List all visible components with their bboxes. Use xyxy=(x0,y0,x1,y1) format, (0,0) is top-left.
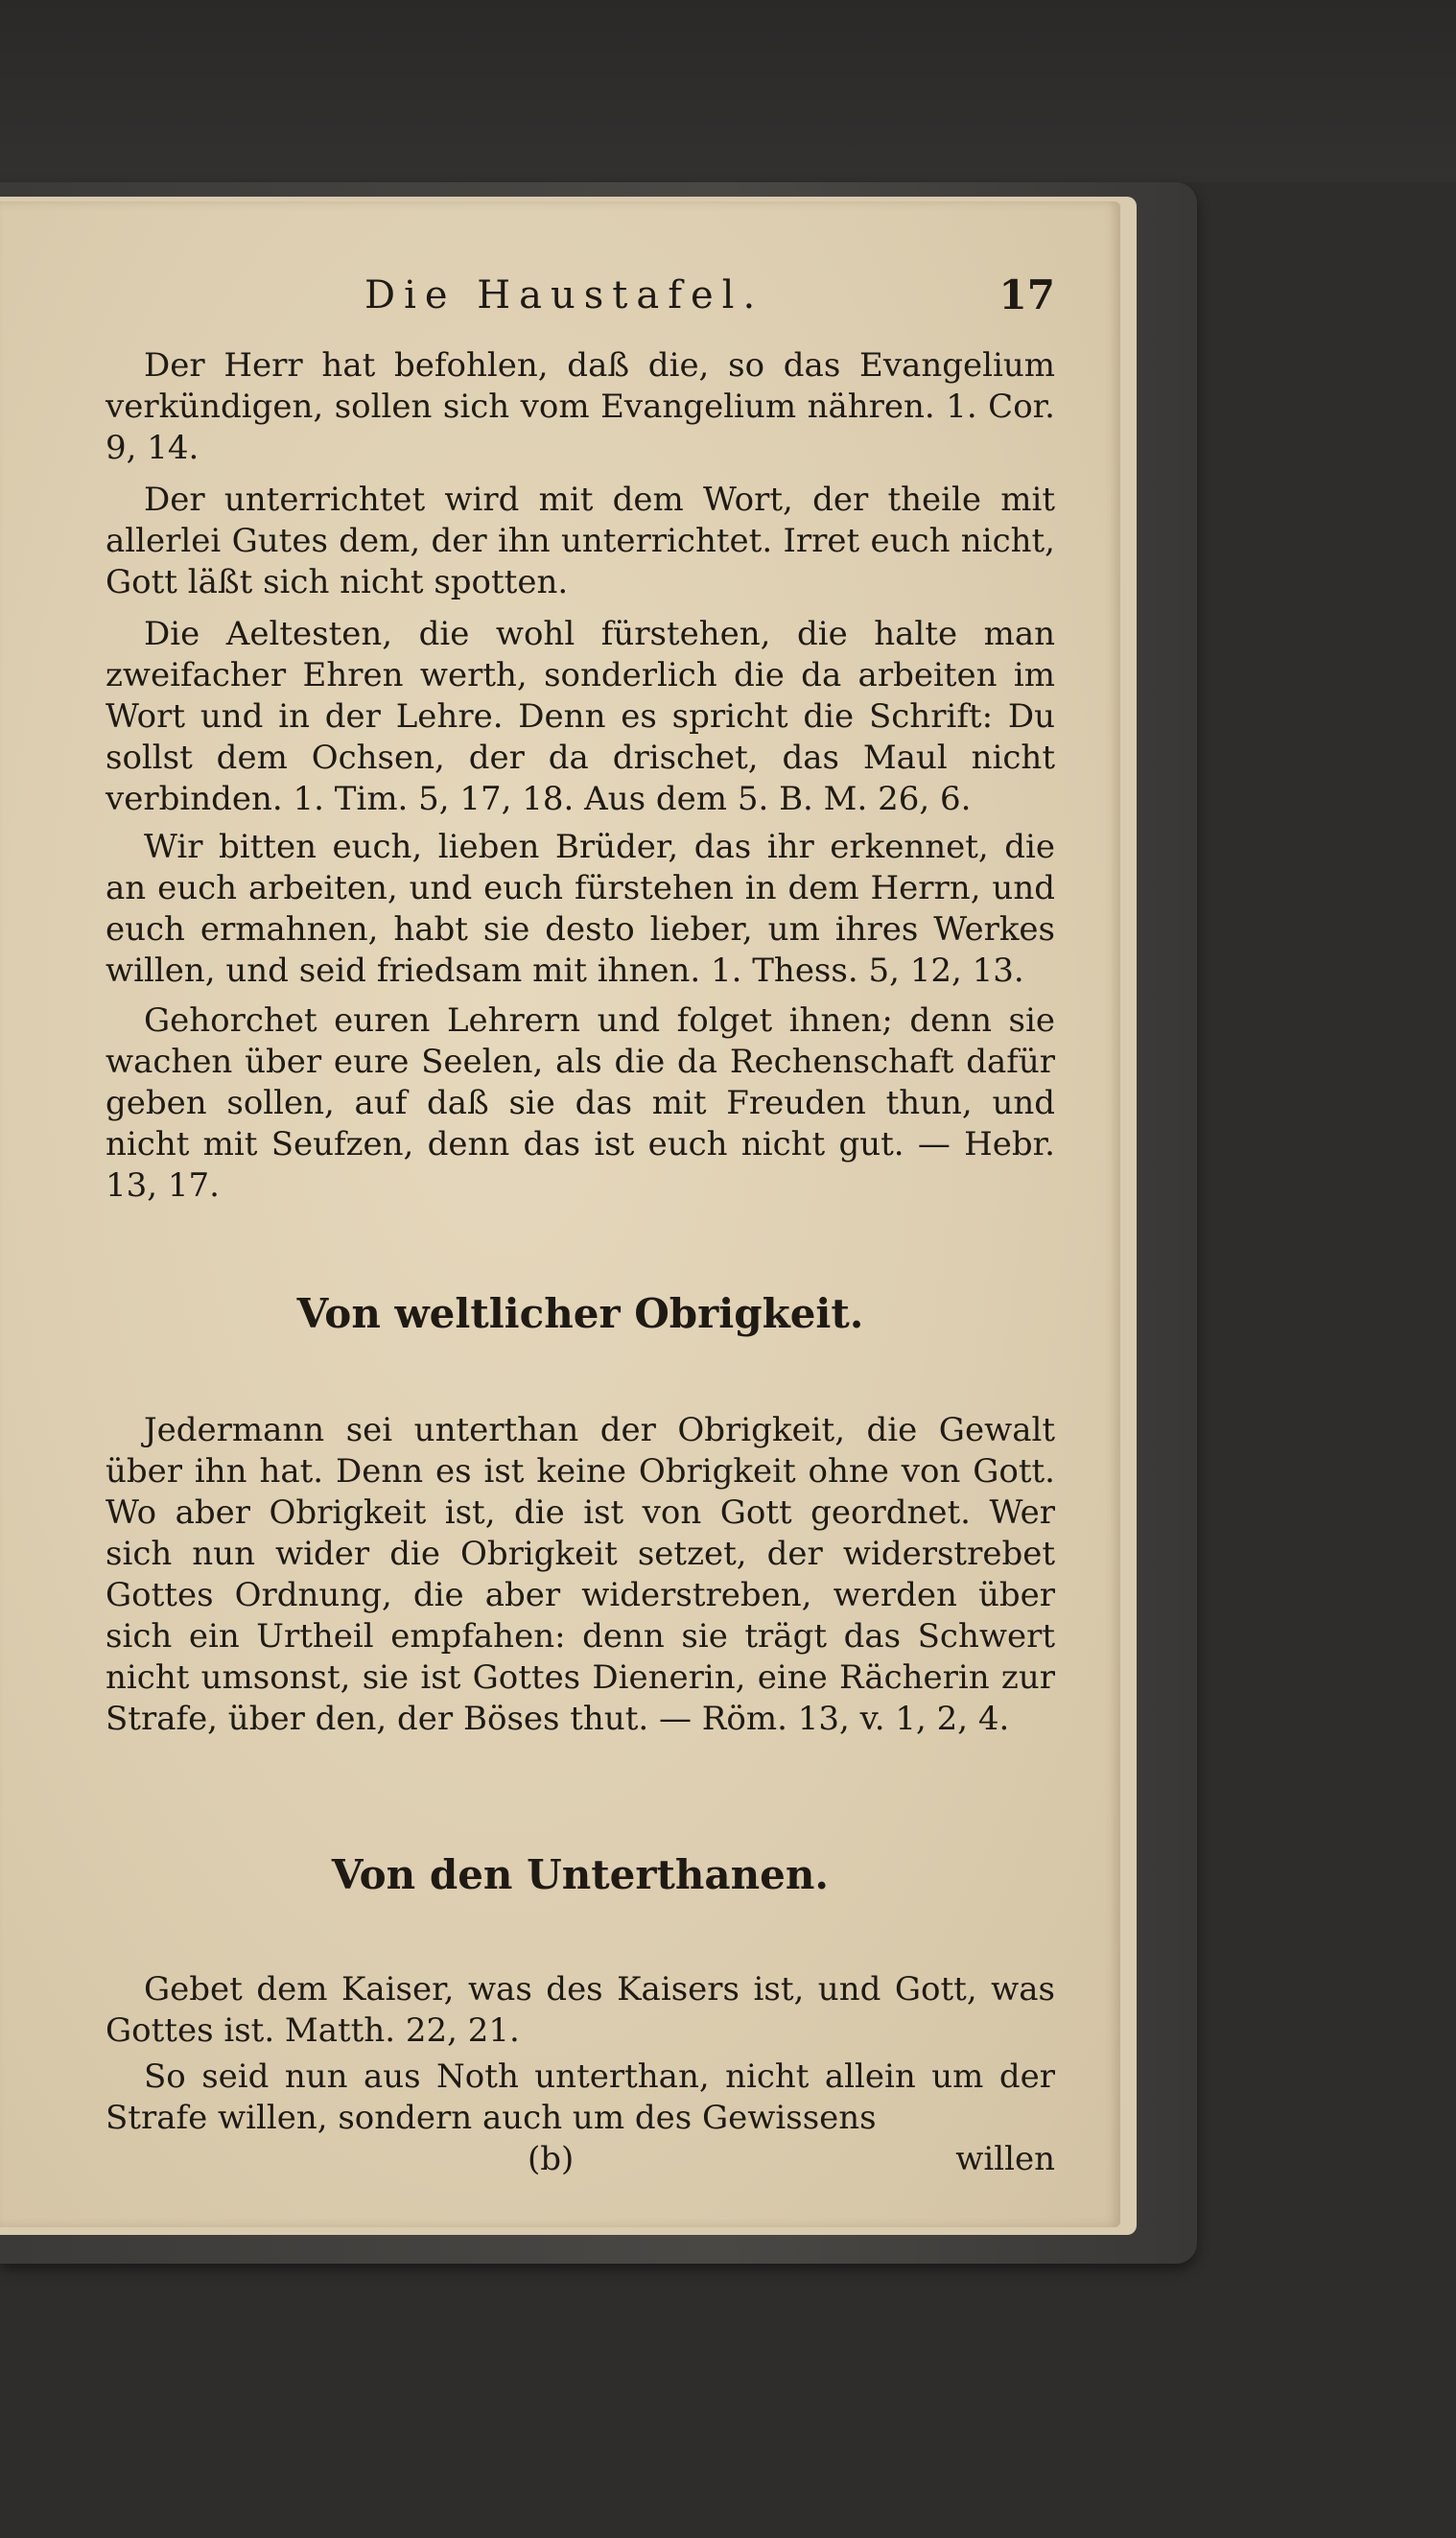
paragraph-4: Wir bitten euch, lieben Brüder, das ihr erkennet, die an euch arbeiten, und euch fürstehen in dem Herrn, und euch ermahnen, habt sie desto lieber, um ihres Werkes willen, und seid friedsam mit ihnen. 1. Thess. 5, 12, 13. xyxy=(106,828,1055,990)
section-heading-obrigkeit: Von weltlicher Obrigkeit. xyxy=(296,1290,864,1337)
paragraph-unterthanen-2: So seid nun aus Noth unterthan, nicht allein um der Strafe willen, sondern auch um des Gewissens xyxy=(106,2057,1055,2137)
running-head xyxy=(106,267,1055,324)
paragraph-5: Gehorchet euren Lehrern und folget ihnen; denn sie wachen über eure Seelen, als die da Rechenschaft dafür geben sollen, auf daß sie das mit Freuden thun, und nicht mit Seufzen, denn das ist euch nicht gut. — Hebr. 13, 17. xyxy=(106,1001,1055,1205)
book-page xyxy=(0,201,1120,2227)
page-number: 17 xyxy=(998,271,1055,318)
paragraph-unterthanen-1: Gebet dem Kaiser, was des Kaisers ist, und Gott, was Gottes ist. Matth. 22, 21. xyxy=(106,1970,1055,2050)
background xyxy=(0,0,1456,182)
catchword: willen xyxy=(955,2140,1055,2178)
running-title: Die Haustafel. xyxy=(364,273,764,317)
paragraph-3: Die Aeltesten, die wohl fürstehen, die halte man zweifacher Ehren werth, sonderlich die da arbeiten im Wort und in der Lehre. Denn es spricht die Schrift: Du sollst dem Ochsen, der da drischet, das Maul nicht verbinden. 1. Tim. 5, 17, 18. Aus dem 5. B. M. 26, 6. xyxy=(106,615,1055,818)
signature-mark: (b) xyxy=(528,2140,575,2178)
paragraph-obrigkeit: Jedermann sei unterthan der Obrigkeit, die Gewalt über ihn hat. Denn es ist keine Obrigkeit ohne von Gott. Wo aber Obrigkeit ist, die ist von Gott geordnet. Wer sich nun wider die Obrigkeit setzet, der widerstrebet Gottes Ordnung, die aber widerstreben, werden über sich ein Urtheil empfahen: denn sie trägt das Schwert nicht umsonst, sie ist Gottes Dienerin, eine Rächerin zur Strafe, über den, der Böses thut. — Röm. 13, v. 1, 2, 4. xyxy=(106,1411,1055,1738)
paragraph-1: Der Herr hat befohlen, daß die, so das Evangelium verkündigen, sollen sich vom Evangelium nähren. 1. Cor. 9, 14. xyxy=(106,346,1055,467)
paragraph-2: Der unterrichtet wird mit dem Wort, der theile mit allerlei Gutes dem, der ihn unterrichtet. Irret euch nicht, Gott läßt sich nicht spotten. xyxy=(106,481,1055,601)
section-heading-unterthanen: Von den Unterthanen. xyxy=(331,1851,830,1898)
